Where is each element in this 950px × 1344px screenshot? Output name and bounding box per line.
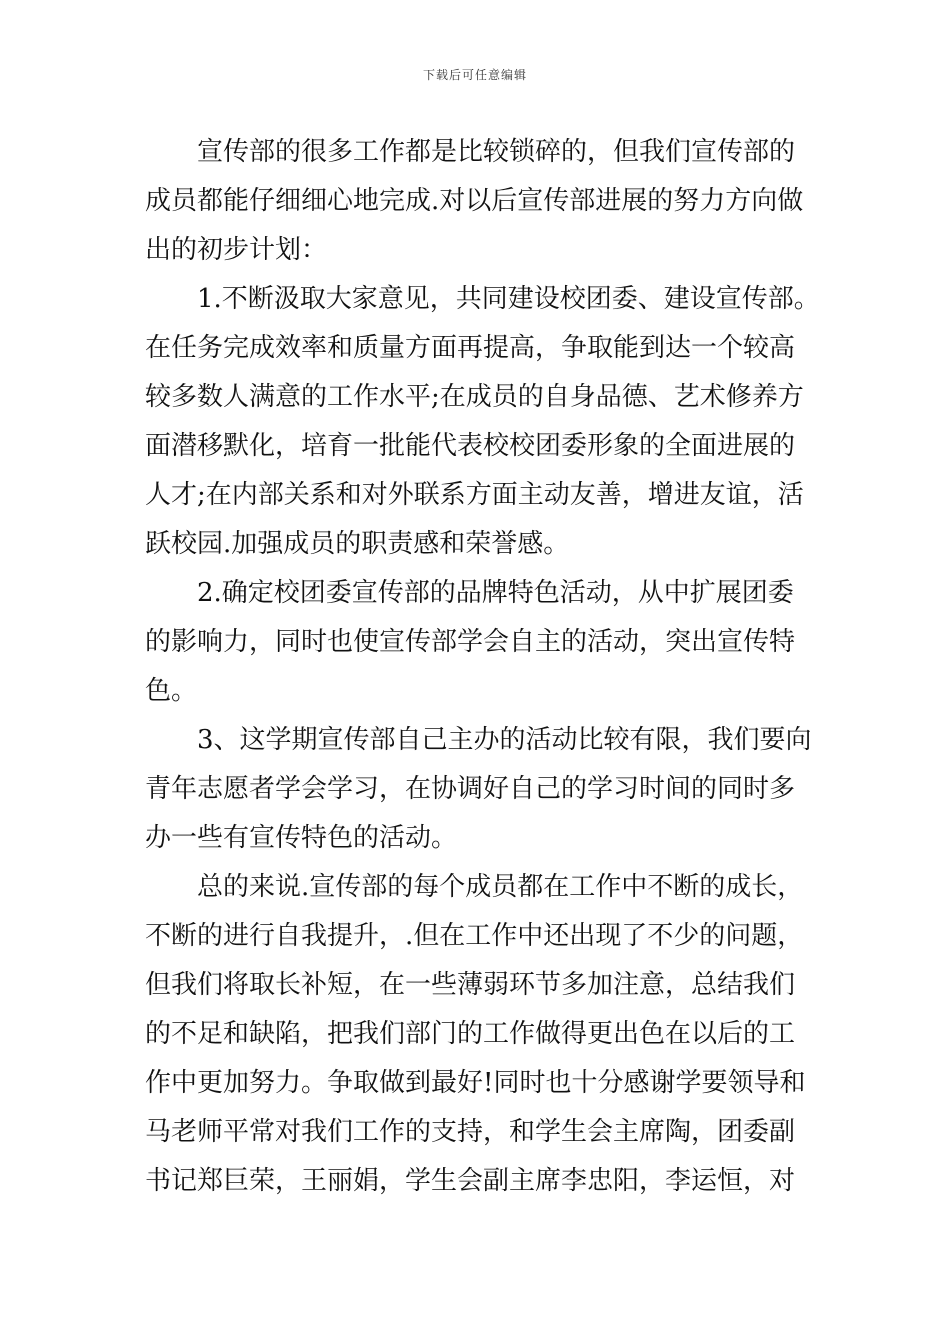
paragraph-3-line-3: 色。 [145, 676, 198, 706]
paragraph-5-line-6: 马老师平常对我们工作的支持，和学生会主席陶，团委副 [145, 1117, 796, 1147]
paragraph-3-line-1: 2.确定校团委宣传部的品牌特色活动，从中扩展团委 [197, 578, 794, 608]
paragraph-2-line-1: 1.不断汲取大家意见，共同建设校团委、建设宣传部。 [197, 284, 820, 314]
paragraph-5-line-7: 书记郑巨荣，王丽娟，学生会副主席李忠阳，李运恒，对 [145, 1166, 796, 1196]
paragraph-4-line-3: 办一些有宣传特色的活动。 [145, 823, 458, 853]
paragraph-2-line-6: 跃校园.加强成员的职责感和荣誉感。 [145, 529, 570, 559]
paragraph-1-line-3: 出的初步计划： [145, 235, 328, 265]
paragraph-2-line-2: 在任务完成效率和质量方面再提高，争取能到达一个较高 [145, 333, 796, 363]
paragraph-4-line-1: 3、这学期宣传部自己主办的活动比较有限，我们要向 [197, 725, 812, 755]
paragraph-2-line-5: 人才;在内部关系和对外联系方面主动友善，增进友谊，活 [145, 480, 804, 510]
paragraph-5-line-3: 但我们将取长补短，在一些薄弱环节多加注意，总结我们 [145, 970, 796, 1000]
paragraph-5-line-2: 不断的进行自我提升，.但在工作中还出现了不少的问题， [145, 921, 804, 951]
paragraph-4-line-2: 青年志愿者学会学习，在协调好自己的学习时间的同时多 [145, 774, 796, 804]
paragraph-3-line-2: 的影响力，同时也使宣传部学会自主的活动，突出宣传特 [145, 627, 796, 657]
paragraph-2-line-3: 较多数人满意的工作水平;在成员的自身品德、艺术修养方 [145, 382, 804, 412]
document-body [145, 128, 820, 1206]
paragraph-5-line-5: 作中更加努力。争取做到最好!同时也十分感谢学要领导和 [145, 1068, 806, 1098]
paragraph-5-line-4: 的不足和缺陷，把我们部门的工作做得更出色在以后的工 [145, 1019, 796, 1049]
paragraph-1-line-2: 成员都能仔细细心地完成.对以后宣传部进展的努力方向做 [145, 186, 804, 216]
paragraph-1-line-1: 宣传部的很多工作都是比较锁碎的，但我们宣传部的 [197, 137, 796, 167]
page-header-note: 下载后可任意编辑 [422, 68, 527, 82]
paragraph-2-line-4: 面潜移默化，培育一批能代表校校团委形象的全面进展的 [145, 431, 796, 461]
paragraph-5-line-1: 总的来说.宣传部的每个成员都在工作中不断的成长， [197, 872, 804, 902]
